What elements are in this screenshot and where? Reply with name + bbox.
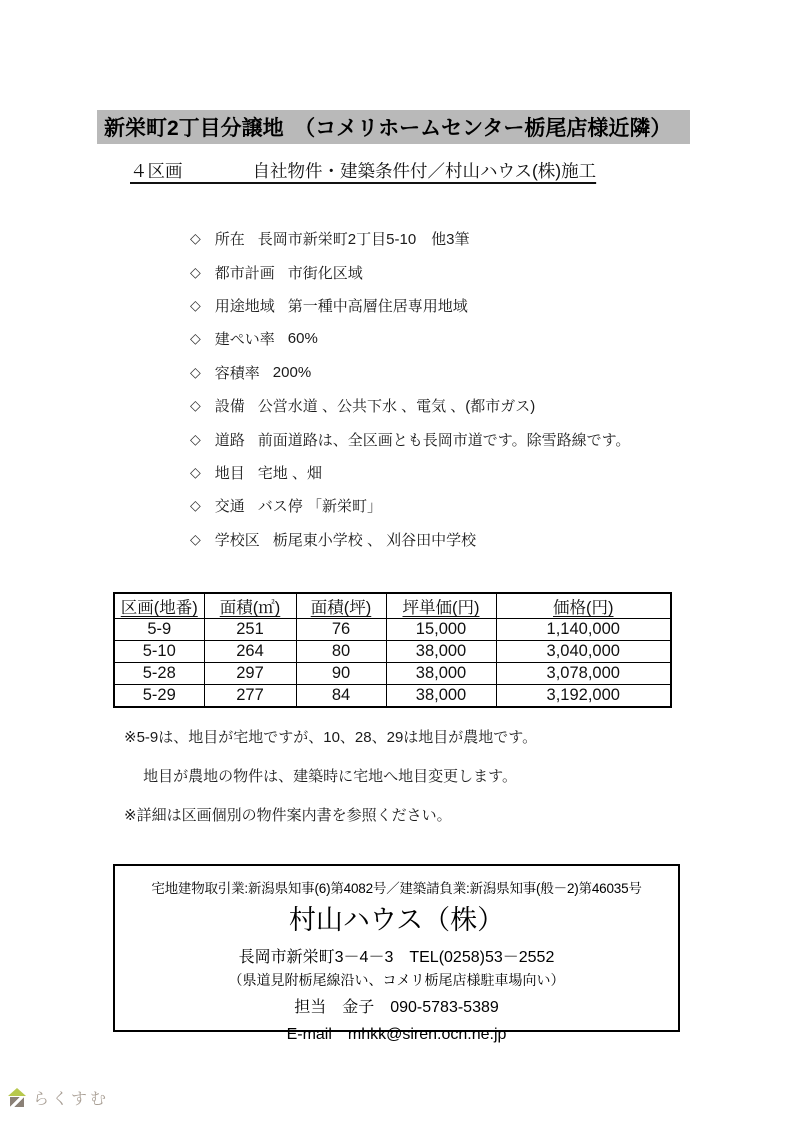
table-cell: 251 [204, 619, 296, 641]
detail-label: 所在 [214, 231, 245, 249]
diamond-bullet-icon: ◇ [190, 296, 201, 313]
price-table [113, 592, 672, 708]
diamond-bullet-icon: ◇ [190, 397, 201, 414]
house-roof-icon [8, 1088, 26, 1096]
license-numbers: 宅地建物取引業:新潟県知事(6)第4082号／建築請負業:新潟県知事(般－2)第46035号 [151, 881, 642, 896]
house-body-icon [10, 1097, 24, 1107]
diamond-bullet-icon: ◇ [190, 497, 201, 514]
details-list [190, 222, 630, 556]
note-line: 地目が農地の物件は、建築時に宅地へ地目変更します。 [124, 768, 517, 785]
price-table-header-cell [496, 593, 671, 619]
table-cell: 3,078,000 [496, 663, 671, 685]
detail-item [190, 456, 630, 489]
company-contact: 担当 金子 090-5783-5389 [294, 999, 499, 1016]
detail-label: 学校区 [214, 531, 260, 549]
table-cell: 38,000 [386, 663, 496, 685]
table-cell: 38,000 [386, 685, 496, 708]
table-cell: 90 [296, 663, 386, 685]
table-cell: 264 [204, 641, 296, 663]
page-subtitle: ４区画 自社物件・建築条件付／村山ハウス(株)施工 [130, 161, 597, 181]
diamond-bullet-icon: ◇ [190, 230, 201, 247]
diamond-bullet-icon: ◇ [190, 463, 201, 480]
table-cell: 80 [296, 641, 386, 663]
diamond-bullet-icon: ◇ [190, 263, 201, 280]
detail-value: 第一種中高層住居専用地域 [287, 297, 468, 315]
table-cell: 3,192,000 [496, 685, 671, 708]
detail-label: 設備 [214, 398, 245, 416]
price-table-header-text: 坪単価(円) [402, 599, 480, 617]
diamond-bullet-icon: ◇ [190, 363, 201, 380]
note-line: ※5-9は、地目が宅地ですが、10、28、29は地目が農地です。 [124, 729, 538, 746]
price-table-header-row [114, 593, 671, 619]
detail-value: 公営水道 、公共下水 、電気 、(都市ガス) [257, 398, 536, 416]
price-table-header-text: 面積(坪) [310, 599, 372, 617]
price-table-header-cell [114, 593, 204, 619]
detail-item [190, 422, 630, 455]
table-cell: 3,040,000 [496, 641, 671, 663]
detail-value: 長岡市新栄町2丁目5-10 他3筆 [257, 231, 470, 249]
company-landmark: （県道見附栃尾線沿い、コメリ栃尾店様駐車場向い） [228, 972, 565, 988]
watermark-label: らくすむ [33, 1091, 110, 1108]
detail-label: 交通 [214, 498, 245, 516]
price-table-header-cell [204, 593, 296, 619]
detail-item [190, 389, 630, 422]
detail-label: 都市計画 [214, 264, 275, 282]
table-cell: 5-28 [114, 663, 204, 685]
detail-item [190, 523, 630, 556]
detail-item [190, 289, 630, 322]
price-table-header-text: 面積(㎡) [219, 599, 281, 617]
price-table-header-cell [386, 593, 496, 619]
house-icon [8, 1088, 26, 1107]
detail-item [190, 489, 630, 522]
detail-label: 用途地域 [214, 297, 275, 315]
table-row [114, 619, 671, 641]
page-title: 新栄町2丁目分譲地 （コメリホームセンター栃尾店様近隣） [104, 117, 672, 140]
table-cell: 5-10 [114, 641, 204, 663]
table-cell: 84 [296, 685, 386, 708]
detail-value: 200% [272, 363, 312, 381]
detail-item [190, 255, 630, 288]
company-info-box [113, 864, 680, 1043]
detail-value: 前面道路は、全区画とも長岡市道です。除雪路線です。 [257, 431, 631, 449]
detail-value: バス停 「新栄町」 [257, 498, 382, 516]
detail-label: 地目 [214, 464, 245, 482]
diamond-bullet-icon: ◇ [190, 430, 201, 447]
company-address: 長岡市新栄町3－4－3 TEL(0258)53－2552 [238, 949, 555, 966]
price-table-body [114, 619, 671, 708]
table-row [114, 663, 671, 685]
table-cell: 76 [296, 619, 386, 641]
table-row [114, 641, 671, 663]
note-line: ※詳細は区画個別の物件案内書を参照ください。 [124, 807, 452, 824]
detail-item [190, 222, 630, 255]
title-bar [97, 110, 690, 144]
table-cell: 277 [204, 685, 296, 708]
table-cell: 5-9 [114, 619, 204, 641]
detail-value: 60% [287, 330, 318, 348]
price-table-header-text: 価格(円) [553, 599, 614, 617]
company-name: 村山ハウス（株） [288, 905, 505, 935]
table-cell: 1,140,000 [496, 619, 671, 641]
detail-value: 市街化区域 [287, 264, 363, 282]
diamond-bullet-icon: ◇ [190, 530, 201, 547]
price-table-header-cell [296, 593, 386, 619]
diamond-bullet-icon: ◇ [190, 330, 201, 347]
detail-label: 容積率 [214, 364, 260, 382]
table-row [114, 685, 671, 708]
table-cell: 5-29 [114, 685, 204, 708]
detail-item [190, 356, 630, 389]
price-table-header-text: 区画(地番) [120, 599, 198, 617]
company-email: E-mail mhkk@siren.ocn.ne.jp [286, 1026, 507, 1043]
table-cell: 38,000 [386, 641, 496, 663]
detail-value: 宅地 、畑 [257, 464, 322, 482]
notes [124, 726, 537, 843]
detail-value: 栃尾東小学校 、 刈谷田中学校 [272, 531, 477, 549]
detail-label: 建ぺい率 [214, 331, 275, 349]
detail-item [190, 322, 630, 355]
watermark [8, 1086, 109, 1109]
table-cell: 15,000 [386, 619, 496, 641]
table-cell: 297 [204, 663, 296, 685]
detail-label: 道路 [214, 431, 245, 449]
